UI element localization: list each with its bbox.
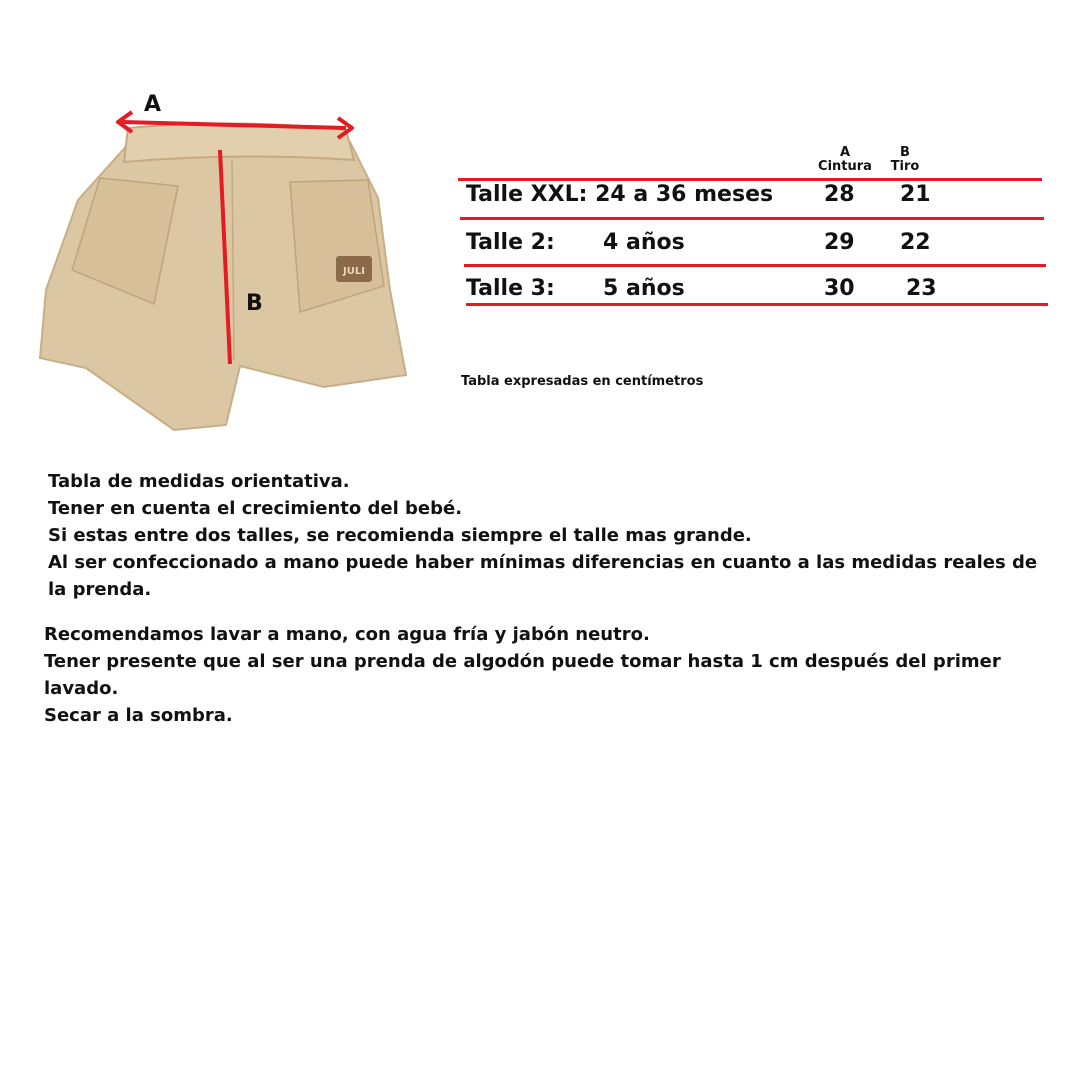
note-line: Tabla de medidas orientativa. bbox=[48, 471, 350, 492]
table-row bbox=[466, 276, 1046, 310]
row-tiro: 22 bbox=[900, 230, 931, 255]
label-a: A bbox=[144, 92, 162, 117]
label-b: B bbox=[246, 291, 263, 316]
row-tiro: 21 bbox=[900, 182, 931, 207]
row-tiro: 23 bbox=[906, 276, 937, 301]
care-line: Recomendamos lavar a mano, con agua fría y jabón neutro. bbox=[44, 624, 650, 645]
note-line: Si estas entre dos talles, se recomienda siempre el talle mas grande. bbox=[48, 525, 752, 546]
care-instructions bbox=[44, 621, 1044, 729]
column-b-letter: B bbox=[900, 145, 910, 160]
table-rule-1 bbox=[458, 178, 1042, 181]
unit-note: Tabla expresadas en centímetros bbox=[461, 374, 704, 389]
table-row bbox=[466, 230, 1046, 264]
row-size: Talle XXL: 24 a 36 meses bbox=[466, 182, 774, 207]
size-notes bbox=[48, 468, 1048, 603]
care-line: Tener presente que al ser una prenda de algodón puede tomar hasta 1 cm después del primer lavado. bbox=[44, 651, 1001, 699]
row-age: 4 años bbox=[603, 230, 685, 255]
care-line: Secar a la sombra. bbox=[44, 705, 233, 726]
table-rule-2 bbox=[460, 217, 1044, 220]
brand-tag-text: JULI bbox=[343, 266, 365, 277]
row-age: 5 años bbox=[603, 276, 685, 301]
table-row bbox=[466, 182, 1046, 216]
column-a-letter: A bbox=[839, 145, 851, 160]
column-header-b bbox=[880, 146, 930, 174]
note-line: Al ser confeccionado a mano puede haber mínimas diferencias en cuanto a las medidas reales de la prenda. bbox=[48, 552, 1038, 600]
column-header-a bbox=[810, 146, 880, 174]
column-b-name: Tiro bbox=[890, 159, 920, 174]
row-cintura: 28 bbox=[824, 182, 855, 207]
row-size: Talle 3: bbox=[466, 276, 555, 301]
note-line: Tener en cuenta el crecimiento del bebé. bbox=[48, 498, 463, 519]
column-a-name: Cintura bbox=[818, 159, 872, 174]
row-cintura: 29 bbox=[824, 230, 855, 255]
table-rule-3 bbox=[464, 264, 1046, 267]
row-cintura: 30 bbox=[824, 276, 855, 301]
row-size: Talle 2: bbox=[466, 230, 555, 255]
shorts-illustration bbox=[28, 90, 428, 440]
